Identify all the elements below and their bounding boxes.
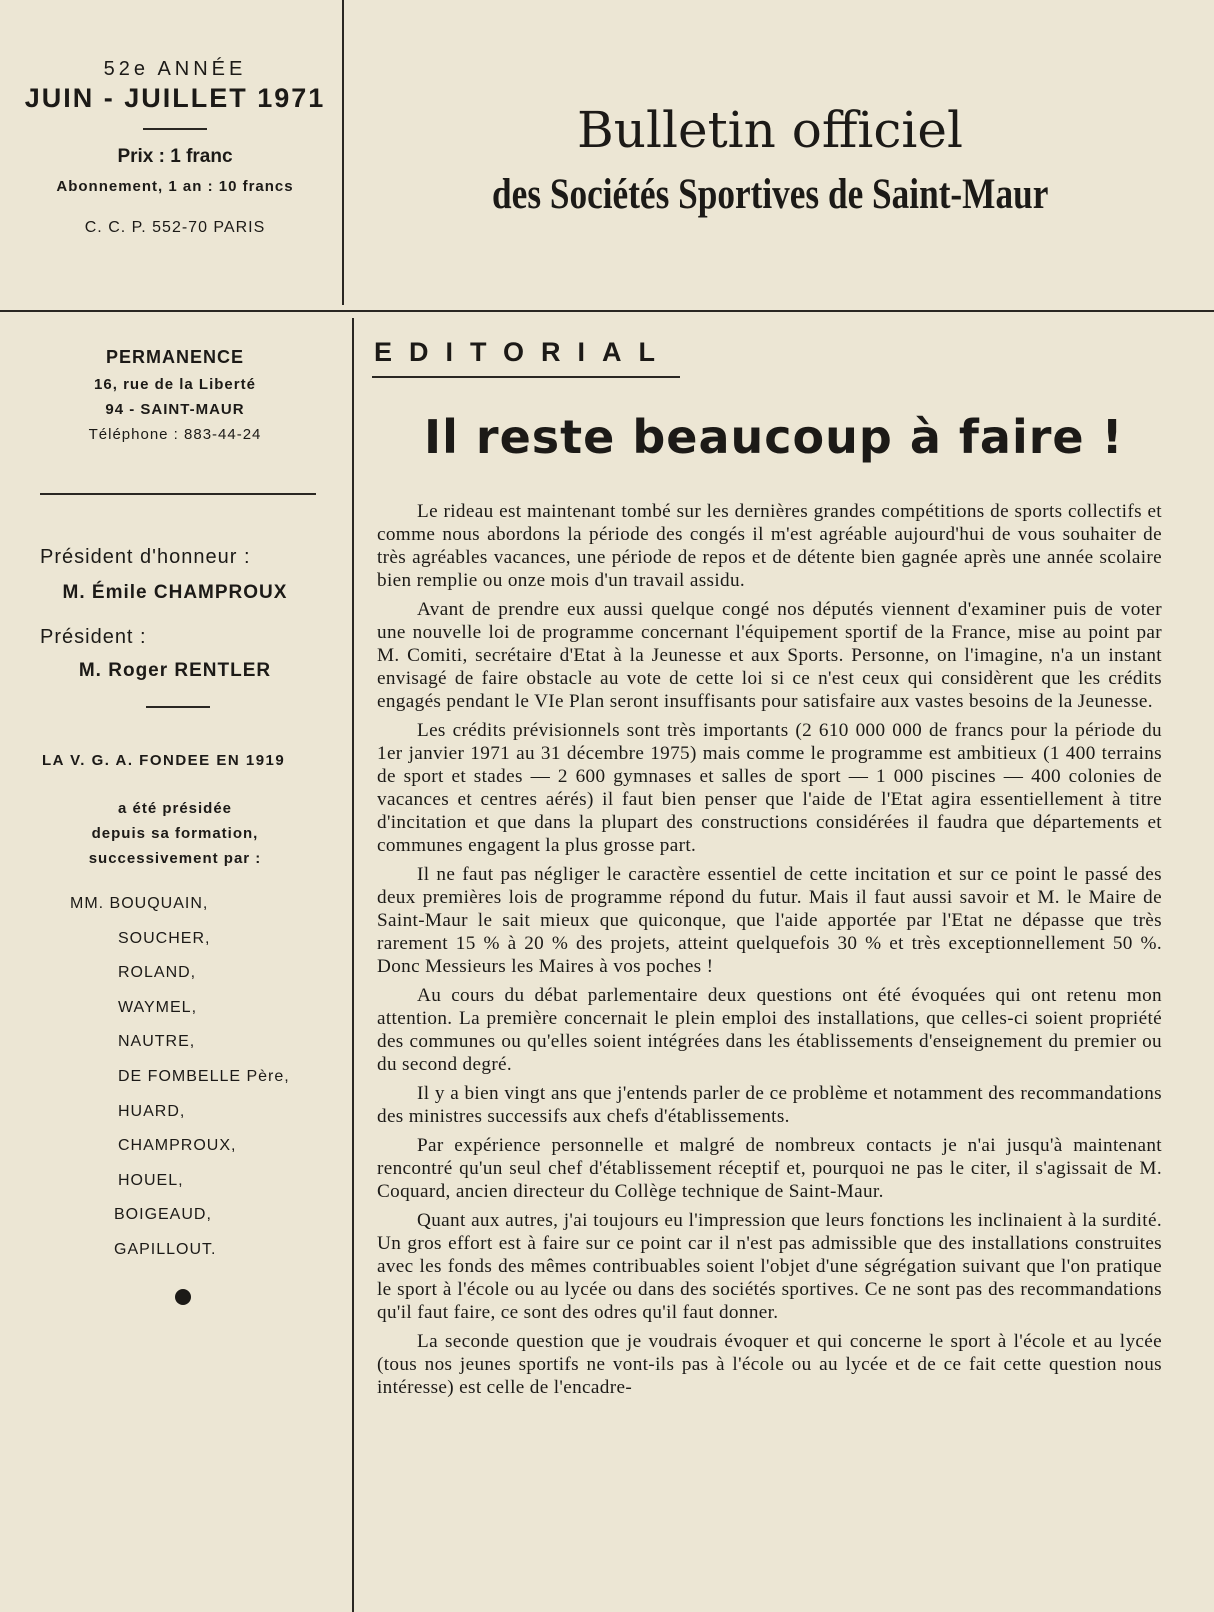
sidebar-short-rule [146,706,210,708]
article-paragraph: Il y a bien vingt ans que j'entends parler de ce problème et notamment des recommandations des ministres successifs aux chefs d'établissements. [377,1083,1162,1127]
editorial-headline: Il reste beaucoup à faire ! [424,410,1124,464]
bulletin-title: Bulletin officiel [577,101,963,159]
article-paragraph: Au cours du débat parlementaire deux questions ont été évoquées qui ont retenu mon attention. La première concernait le plein emploi des installations, que celles-ci soient propriété des communes ou qu'elles soient intégrées dans les établissements d'enseignement du premier ou du second degré. [377,985,1162,1075]
article-paragraph: Les crédits prévisionnels sont très importants (2 610 000 000 de francs pour la période du 1er janvier 1971 au 31 décembre 1975) mais comme le programme est ambitieux (1 400 terrains de sport et stades — 2 600 gymnases et salles de sport — 1 000 piscines — 400 colonies de vacances et centres aérés) il faut bien penser que l'aide de l'Etat agira essentiellement à titre d'incitation et que dans la plupart des constructions considérées il faudra que départements et communes engagent la plus grosse part. [377,720,1162,856]
vga-founded: LA V. G. A. FONDEE EN 1919 [42,752,286,769]
masthead-divider-horizontal [0,310,1214,312]
past-president-item: HOUEL, [118,1171,184,1189]
past-president-item: CHAMPROUX, [118,1137,237,1155]
issue-year: 52e ANNÉE [103,58,247,80]
masthead-info [20,58,330,237]
masthead-divider-vertical [342,0,344,305]
past-president-item: WAYMEL, [118,998,198,1016]
vga-history-line-1: a été présidée [117,800,233,817]
vga-history-line-2: depuis sa formation, [91,825,259,842]
address-street: 16, rue de la Liberté [94,376,256,393]
president-name: M. Roger RENTLER [78,660,272,681]
article-paragraph: Par expérience personnelle et malgré de nombreux contacts je n'ai jusqu'à maintenant rencontré qu'un seul chef d'établissement réceptif et, pourquoi ne pas le citer, il s'agissait de M. Coquard, ancien directeur du Collège technique de Saint-Maur. [377,1135,1162,1202]
address-city: 94 - SAINT-MAUR [105,401,245,418]
permanence-title: PERMANENCE [105,347,244,367]
editorial-body [377,500,1162,1405]
end-bullet-dot [175,1289,191,1305]
honorary-president-name: M. Émile CHAMPROUX [62,582,288,603]
past-president-item: MM. BOUQUAIN, [70,895,209,912]
article-paragraph: La seconde question que je voudrais évoquer et qui concerne le sport à l'école et au lycée (tous nos jeunes sportifs ne vont-ils pas à l'école ou au lycée et de ce fait cette question nous intéresse) est celle de l'encadre- [377,1331,1162,1398]
past-president-item: BOIGEAUD, [114,1206,212,1224]
past-president-item: ROLAND, [118,964,197,982]
article-paragraph: Quant aux autres, j'ai toujours eu l'impression que leurs fonctions les inclinaient à la surdité. Un gros effort est à faire sur ce point car il n'est pas admissible que des installations construites avec les fonds des mêmes contribuables soient l'objet d'une ségrégation suivant que l'on pratique le sport à l'école ou au lycée ou dans des sociétés sportives. Ce ne sont pas des recommandations qu'il faut faire, ce sont des odres qu'il faut donner. [377,1210,1162,1323]
editorial-underline [372,376,680,378]
subscription-price: Abonnement, 1 an : 10 francs [56,178,294,195]
past-president-item: HUARD, [118,1102,186,1120]
masthead-short-rule [143,128,207,130]
masthead-title [345,100,1195,220]
telephone: Téléphone : 883-44-24 [88,426,262,443]
past-president-item: GAPILLOUT. [114,1240,217,1258]
past-president-item: DE FOMBELLE Père, [118,1067,290,1085]
vga-history-line-3: successivement par : [88,850,262,867]
bulletin-subtitle: des Sociétés Sportives de Saint-Maur [491,171,1049,218]
vga-history [20,796,330,871]
permanence-block [20,347,330,443]
article-paragraph: Avant de prendre eux aussi quelque congé nos députés viennent d'examiner puis de voter une nouvelle loi de programme concernant l'équipement sportif de la France, mise au point par M. Comiti, secrétaire d'Etat à la Jeunesse et aux Sports. Personne, on l'imagine, n'a un instant envisagé de faire obstacle au vote de cette loi si ce n'est ceux qui considèrent que les crédits engagés pendant le VIe Plan seront insuffisants pour satisfaire aux vastes besoins de la Jeunesse. [377,599,1162,712]
column-divider-vertical [352,318,354,1612]
issue-price: Prix : 1 franc [117,146,233,167]
president-label: Président : [40,626,147,648]
sidebar-divider-1 [40,493,316,495]
postal-account: C. C. P. 552-70 PARIS [84,219,266,236]
honorary-president-label: Président d'honneur : [40,546,251,568]
editorial-label: EDITORIAL [374,337,673,367]
past-president-item: NAUTRE, [118,1033,196,1051]
article-paragraph: Le rideau est maintenant tombé sur les dernières grandes compétitions de sports collectifs et comme nous abordons la période des congés il m'est agréable aujourd'hui de vous souhaiter de très agréables vacances, une période de repos et de détente bien gagnée après une année scolaire bien remplie ou onze mois d'un travail assidu. [377,501,1162,591]
past-president-item: SOUCHER, [118,929,211,947]
past-presidents-list [70,887,330,1268]
article-paragraph: Il ne faut pas négliger le caractère essentiel de cette incitation et sur ce point le passé des deux premières lois de programme répond du futur. Mais il faut aussi savoir et M. le Maire de Saint-Maur le sait mieux que quiconque, que l'aide apportée par l'Etat ne dépasse que très rarement 15 % à 20 % des projets, atteint quelquefois 30 % et très exceptionnellement 50 %. Donc Messieurs les Maires à vos poches ! [377,864,1162,977]
issue-date: JUIN - JUILLET 1971 [24,83,326,113]
